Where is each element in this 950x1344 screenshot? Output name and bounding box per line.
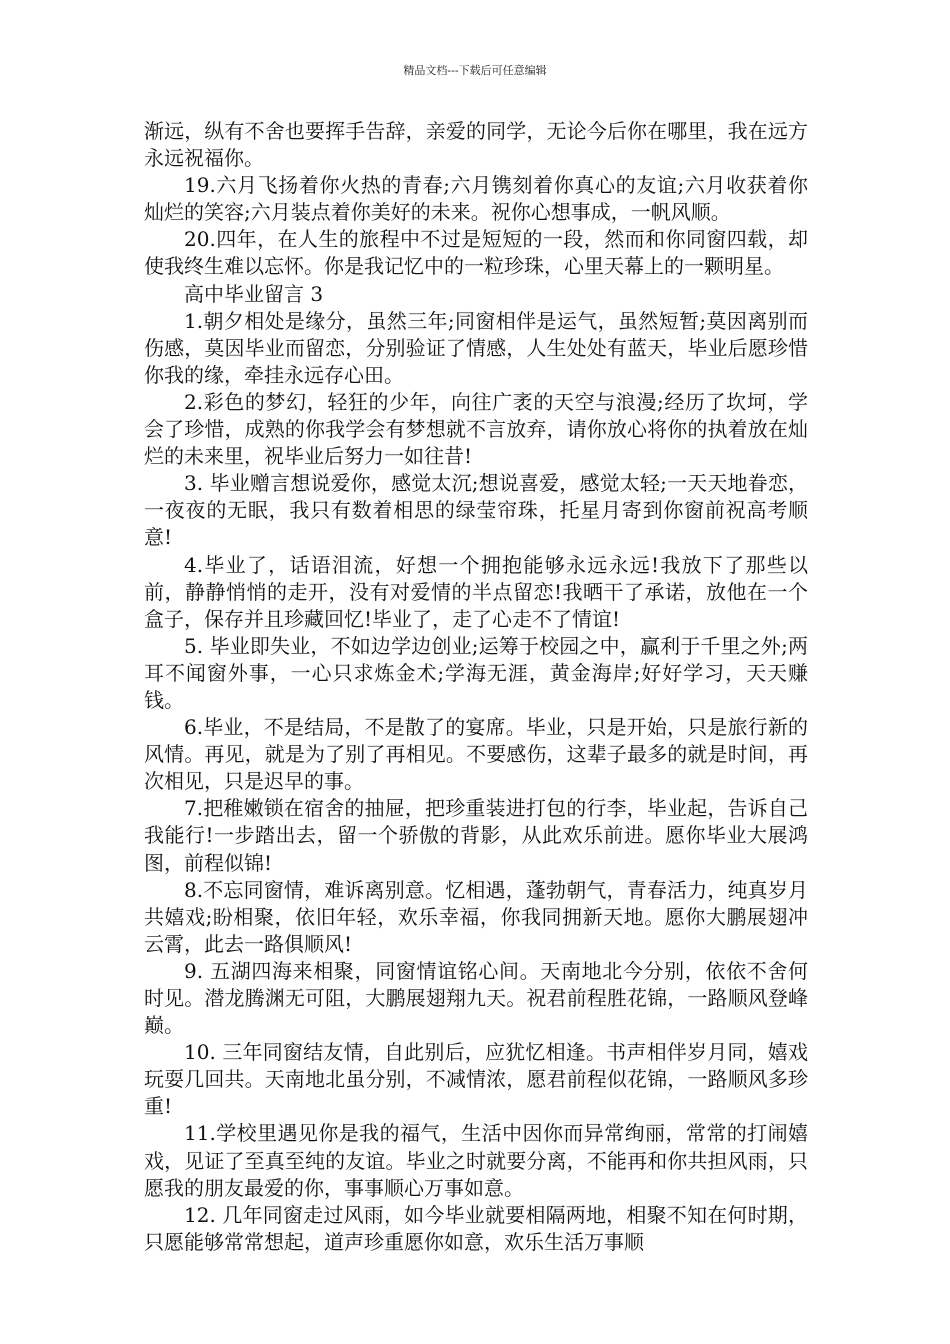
message-11: 11.学校里遇见你是我的福气，生活中因你而异常绚丽，常常的打闹嬉戏，见证了至真至纯的友谊。毕业之时就要分离，不能再和你共担风雨，只愿我的朋友最爱的你，事事顺心万事如意。 xyxy=(144,1121,808,1200)
message-6: 6.毕业，不是结局，不是散了的宴席。毕业，只是开始，只是旅行新的风情。再见，就是为了别了再相见。不要感伤，这辈子最多的就是时间，再次相见，只是迟早的事。 xyxy=(144,715,808,794)
message-10: 10. 三年同窗结友情，自此别后，应犹忆相逢。书声相伴岁月同，嬉戏玩耍几回共。天南地北虽分别，不减情浓，愿君前程似花锦，一路顺风多珍重! xyxy=(144,1040,808,1119)
message-4: 4.毕业了，话语泪流，好想一个拥抱能够永远永远!我放下了那些以前，静静悄悄的走开，没有对爱情的半点留恋!我晒干了承诺，放他在一个盒子，保存并且珍藏回忆!毕业了，走了心走不了情谊! xyxy=(144,552,808,631)
message-19: 19.六月飞扬着你火热的青春;六月镌刻着你真心的友谊;六月收获着你灿烂的笑容;六月装点着你美好的未来。祝你心想事成，一帆风顺。 xyxy=(144,173,808,225)
paragraph-continued: 渐远，纵有不舍也要挥手告辞，亲爱的同学，无论今后你在哪里，我在远方永远祝福你。 xyxy=(144,119,808,171)
message-7: 7.把稚嫩锁在宿舍的抽屉，把珍重装进打包的行李，毕业起，告诉自己我能行!一步踏出去，留一个骄傲的背影，从此欢乐前进。愿你毕业大展鸿图，前程似锦! xyxy=(144,796,808,875)
section-heading: 高中毕业留言 3 xyxy=(184,281,324,306)
page-header-note: 精品文档---下载后可任意编辑 xyxy=(403,64,547,77)
message-5: 5. 毕业即失业，不如边学边创业;运筹于校园之中，赢利于千里之外;两耳不闻窗外事，一心只求炼金术;学海无涯，黄金海岸;好好学习，天天赚钱。 xyxy=(144,633,808,712)
message-20: 20.四年，在人生的旅程中不过是短短的一段，然而和你同窗四载，却使我终生难以忘怀。你是我记忆中的一粒珍珠，心里天幕上的一颗明星。 xyxy=(144,227,808,279)
message-3: 3. 毕业赠言想说爱你，感觉太沉;想说喜爱，感觉太轻;一天天地眷恋，一夜夜的无眠，我只有数着相思的绿莹帘珠，托星月寄到你窗前祝高考顺意! xyxy=(144,471,808,550)
message-8: 8.不忘同窗情，难诉离别意。忆相遇，蓬勃朝气，青春活力，纯真岁月共嬉戏;盼相聚，依旧年轻，欢乐幸福，你我同拥新天地。愿你大鹏展翅冲云霄，此去一路俱顺风! xyxy=(144,877,808,956)
message-2: 2.彩色的梦幻，轻狂的少年，向往广袤的天空与浪漫;经历了坎坷，学会了珍惜，成熟的你我学会有梦想就不言放弃，请你放心将你的执着放在灿烂的未来里，祝毕业后努力一如往昔! xyxy=(144,389,808,469)
document-body xyxy=(144,118,808,1256)
message-9: 9. 五湖四海来相聚，同窗情谊铭心间。天南地北今分别，依依不舍何时见。潜龙腾渊无可阻，大鹏展翅翔九天。祝君前程胜花锦，一路顺风登峰巅。 xyxy=(144,958,808,1038)
message-12: 12. 几年同窗走过风雨，如今毕业就要相隔两地，相聚不知在何时期，只愿能够常常想起，道声珍重愿你如意，欢乐生活万事顺 xyxy=(144,1202,808,1254)
message-1: 1.朝夕相处是缘分，虽然三年;同窗相伴是运气，虽然短暂;莫因离别而伤感，莫因毕业而留恋，分别验证了情感，人生处处有蓝天，毕业后愿珍惜你我的缘，牵挂永远存心田。 xyxy=(144,308,808,387)
